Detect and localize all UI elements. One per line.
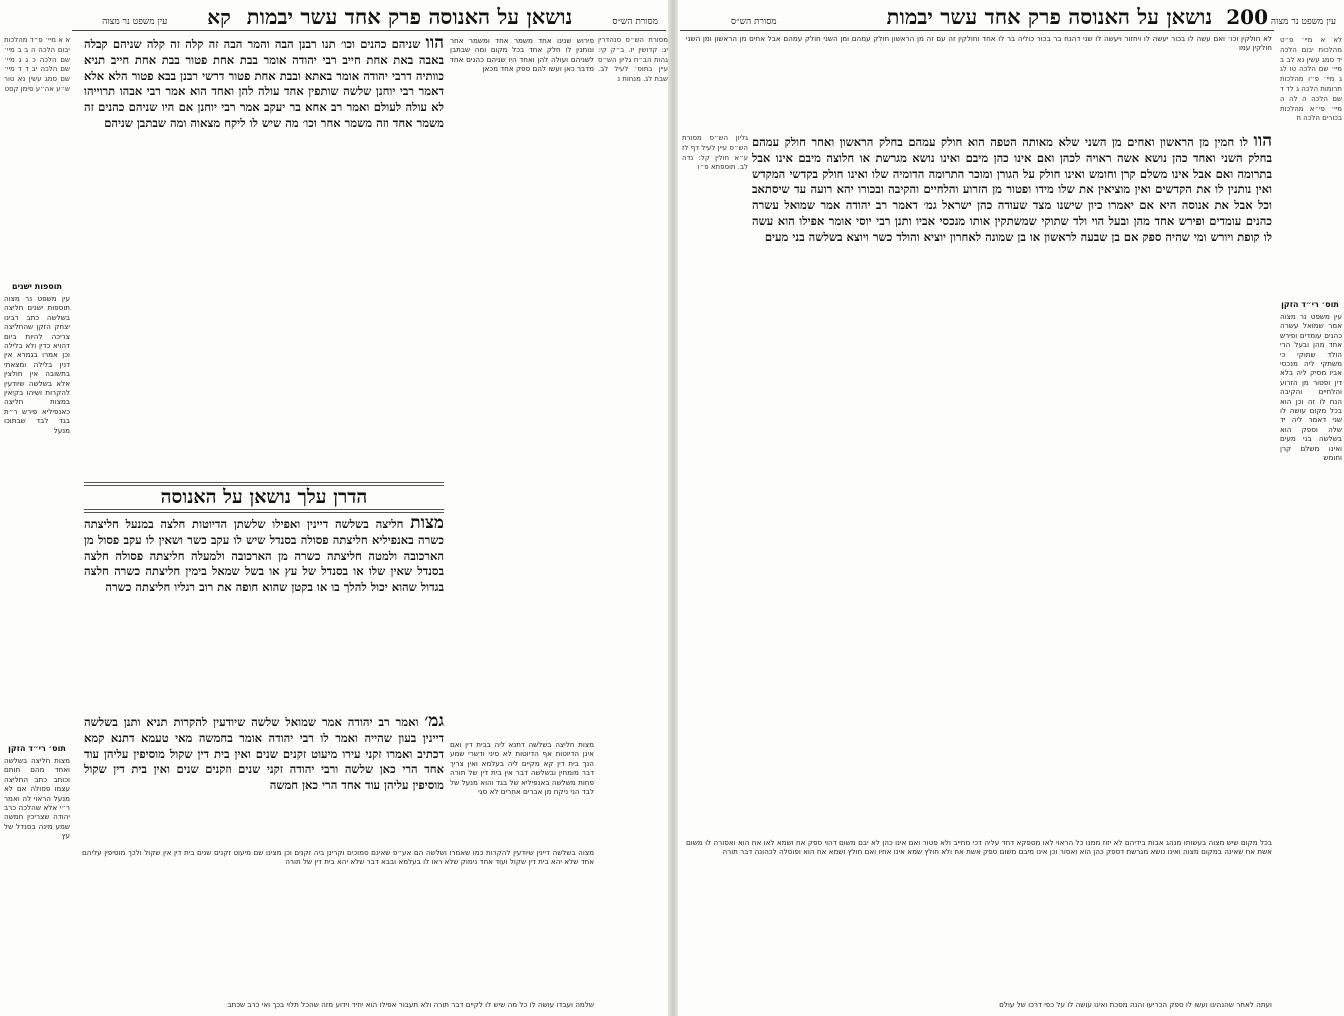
page-title: נושאן על האנוסה פרק אחד עשר יבמות	[886, 4, 1213, 29]
sidebar-commentary-2: מצות חליצה בשלשה ואחד מהם חותם וכותב כתב החליצה עצמו פסולה אם לא מנעל הראוי לה ואמר ר״י אלא שהלכה כרב יהודה שצריכין חמשה שמע מינה בסנדל של עץ	[4, 756, 70, 841]
sidebar-label: תוס׳ רי״ד הזקן	[1281, 300, 1339, 309]
margin-notes: מסורת הש״ס סנהדרין יג: קדושין יז. ב״ק קי: גהות הב״ח גליון הש״ס עיין בתוס׳ לעיל לב. שבת לג. מנחות נ	[598, 36, 668, 84]
page-number: 200	[1226, 5, 1268, 29]
header-small-label: עין משפט נר מצוה	[102, 17, 168, 27]
header-small-label: עין משפט נר מצוה	[1270, 17, 1336, 27]
hadran-section	[84, 482, 444, 513]
header-margin-label: מסורת הש״ס	[731, 17, 777, 27]
sidebar-commentary: עין משפט נר מצוה תוספות ישנים חליצה בשלשה כתב רבינו יצחק הזקן שהחליצה צריכה להיות ביום דהויא כדין ולא בלילה וכן אמרו בגמרא אין דנין בלילה ומצאתי בתשובה אין חולצין אלא בשלשה שיודעין להקרות ושיהו בקיאין במצות חליצה כאנפיליא פירש ר״ת בגד לבד שבתוכו מנעל	[4, 294, 70, 435]
main-opening-word: הוו	[425, 36, 444, 53]
left-page-header	[2, 4, 662, 32]
header-margin-label: מסורת הש״ס	[612, 17, 658, 27]
header-rule	[72, 30, 666, 31]
ornament-rule	[84, 509, 444, 513]
sidebar-label: תוספות ישנים	[12, 282, 62, 291]
mishnah-text: מצות חליצה בשלשה דיינין ואפילו שלשתן הדיוטות חלצה במנעל חליצתה כשרה באנפיליא חליצתה פסולה בסנדל שיש לו עקב כשר ושאין לו עקב פסול מן הארכובה ולמטה חליצתה כשרה מן הארכובה ולמעלה חליצתה פסולה חלצה בסנדל שאין שלו או בסנדל של עץ או בשל שמאל בימין חליצתה כשרה חלצה בגדול שהוא יכול להלך בו או בקטן שהוא חופה את רוב רגליו חליצתה כשרה	[84, 516, 444, 712]
gemara-text: גמ׳ ואמר רב יהודה אמר שמואל שלשה שיודעין להקרות תניא ותנן בשלשה דיינין בעון שהייה ואמר לו רבי יהודה אומר בחמשה מאי טעמא דתנא קמא דכתיב ואמרו זקני עירו מיעוט זקנים שנים ואין בית דין שקול מוסיפין עליהן עוד אחד הרי כאן שלשה ורבי יהודה זקני שנים וזקנים שנים ואין בית דין שקול מוסיפין עליהן עוד אחד הרי כאן חמשה	[84, 714, 444, 844]
main-text: הוו לו חמין מן הראשון ואחים מן השני שלא מאותה הטפה הוא חולק עמהם בחלק הראשון ואחר חולק עמהם בחלק השני ואחד כהן נושא אשה ראויה לכהן ואם אינו כהן מיבם ואינו נושא מגרשת או חלוצה מיבם אינו אבל בתרומה ואם אבל אינו משלם קרן וחומש ואינו חולק על הגורן ומוכר התרומה הדומיה שלו ואינו חולק בקדשי המקדש ואין נותנין לו את הקדשים ואין מוציאין את שלו מידו ופטור מן הזרוע והלחיים והקיבה ובכורו יהא רועה עד שיסתאב וכל אבל את אנוסה היא אם יאמרו כיון שישנו מצד שעודה כהן ישראל גמ׳ דאמר רב יהודה אמר שמואל עשרה כהנים עומדים ופירש אחד מהן ובעל הוי ולד שתוקי שמשתקין אותו מנכסי אביו ותנן רבי יוסי אומר אפילו הוא עשה לו קופת ויורש ומי שהיה ספק אם בן שבעה לראשון או בן שמונה לאחרון יוציא והולד כשר ויוצא בשלשה בני מעים	[752, 134, 1272, 834]
right-page	[676, 0, 1344, 1016]
hadran-title: הדרן עלך נושאן על האנוסה	[160, 486, 368, 508]
margin-notes: גליון הש״ס מסורת הש״ס עיין לעיל דף לז ע״א חולין קל: נדה לב. תוספתא פ״ו	[682, 134, 748, 172]
footer-note: ועתה לאחר שהנהיגו ועשו לו ספק הכריעו והנה מסכת ואינו עושה לו על כפי דרכו של עולם	[999, 1000, 1272, 1009]
rashi-bottom: מצוה בשלשה דיינין שיודעין להקרות כמו שאמרו ושלשה הם אע״פ שאינם סמוכים וקרינן ביה זקנים וכן מצינו שם מיעוט זקנים שנים בית דין אין שקול ולכך מוסיפין עליהם אחד שלא יהא בית דין שקול ועוד אחד נימוק שלא ראו לו בעלמא ובבא דבר שלא יהא בית דין של תורה	[82, 848, 594, 867]
main-opening-word: הוו	[1253, 134, 1272, 151]
mishnah-opening-word: מצות	[410, 516, 444, 533]
sidebar-commentary: עין משפט נר מצוה אמר שמואל עשרה כהנים עומדים ופירש אחד מהן ובעל הרי הולד שתוקי כי משתקי ליה מנכסי אביו מסיק ליה בלא דין ופטור מן הזרוע והלחיים והקיבה הנח לו זה וכן הוא בכל מקום עושה לו שני דאמר ליה יד שלה וספק הוא בשלשה בני מעים ואינו משלם קרן וחומש	[1280, 312, 1342, 463]
sidebar-refs: א א מיי׳ פ״ד מהלכות יבום הלכה ה ב ב מיי׳ שם הלכה כ ג ג מיי׳ שם הלכה יב ד ד מיי׳ שם סמג עשין נא טור ש״ע אה״ע סימן קסט	[4, 36, 70, 93]
rashi-column: מצות חליצה בשלשה דתנא ליה בבית דין ואם אינן הדיוטות אף הדיוטות לא סיני ודשרי שמע הנך בית דין קא מקיים ליה בעלמא ואין צריך דבר מומחין ובשלשה דבר אין בית דין של תורה פחות משלשה באנפיליא של בגד והוא מנעל של לבד הני ניקח מן אברים אחרים לא סגי	[450, 740, 594, 797]
page-number: קא	[207, 5, 231, 29]
footer-note: שלמה ועבדו עושה לו כל מה שיש לו לקיים דבר תורה ולא תעבור אפילו הוא יחיד וידוע מזה שהכל תלוי בכך ואי כרב שכתב	[227, 1000, 594, 1009]
header-rule	[680, 30, 1274, 31]
commentary-top: לא חולקין וכו׳ ואם עשה לו בכור יעשה לו ויחזור ויעשה לו שני דהנח בר בכור כוליה בר לו אחד וחולקין זה עם זה מן הראשון חולק עמהם ומן השני חולק עמהם אבל אחים מן הראשון ומן השני חולקין עמו	[686, 34, 1272, 53]
main-text: הוו שניהם כהנים וכו׳ תנו רבנן הבה והמר הבה זה קלה זה קלה שניהם קבלה באבה באת אחת חייב רבי יהודה אומר בבת אחת פטור בבת אחת חייב תניא כוותיה דרבי יהודה אומר באתא ובבת אחת פטור דרשי רבנן בבא פטור הלא אלא דאמר רבי יוחנן שלשה שותפין אחד עולה להן ואחד הוא אמר רבי אבהו תרוייהו לא עולה לעולם ואמר רב אחא בר יעקב אמר רבי יוחנן אם היו שניהם כהנים זה משמר אחד וזה משמר אחר וכו׳ מה שיש לו ליקח מצאוה ומה שבתבן שניהם	[84, 36, 444, 480]
sidebar-label-2: תוס׳ רי״ד הזקן	[8, 744, 66, 753]
commentary-right: פירוש שנינו אחד משמר אחד ומשמר אחר ונותנין לו חלק אחד בכל מקום ומה שבתבן לשניהם ועולה להן ואחד היו שניהם כהנים אחד מדבר כאן ועשו להם ספק אחד מכאן	[450, 36, 594, 74]
rashi-bottom: בכל מקום שיש מצוה בעשותו מנהג אבות בידיהם לא יזוז ממנו כל הראוי לאו מספקא דחד עליה דכי מחייב ולא פטור ואם אינו כהן לא יבם משום דהוי ספק אח ושמא לאו אח הוא ואסורה לו משום אשת אח שאינה במקום מצוה ואינו נושא מגרשת דספק כהן הוא ואסור וכן אינו מיבם משום ספק אשת אח ולא חולץ שמא אינו אחיו ואם חולץ ושמא אח הוא ופוסלה לכהונה דבר תורה	[686, 838, 1272, 857]
gemara-opening-word: גמ׳	[424, 714, 444, 731]
right-page-header	[676, 4, 1336, 32]
sidebar-refs: לא א מיי׳ פ״ט מהלכות יבום הלכה יד סמג עשין נא לב ב מיי׳ שם הלכה טו לג ג מיי׳ פ״ו מהלכות תרומות הלכה ג לד ד שם הלכה ה לה ה מיי׳ פי״א מהלכות בכורים הלכה ח	[1280, 36, 1342, 123]
page-title: נושאן על האנוסה פרק אחד עשר יבמות	[246, 4, 573, 29]
